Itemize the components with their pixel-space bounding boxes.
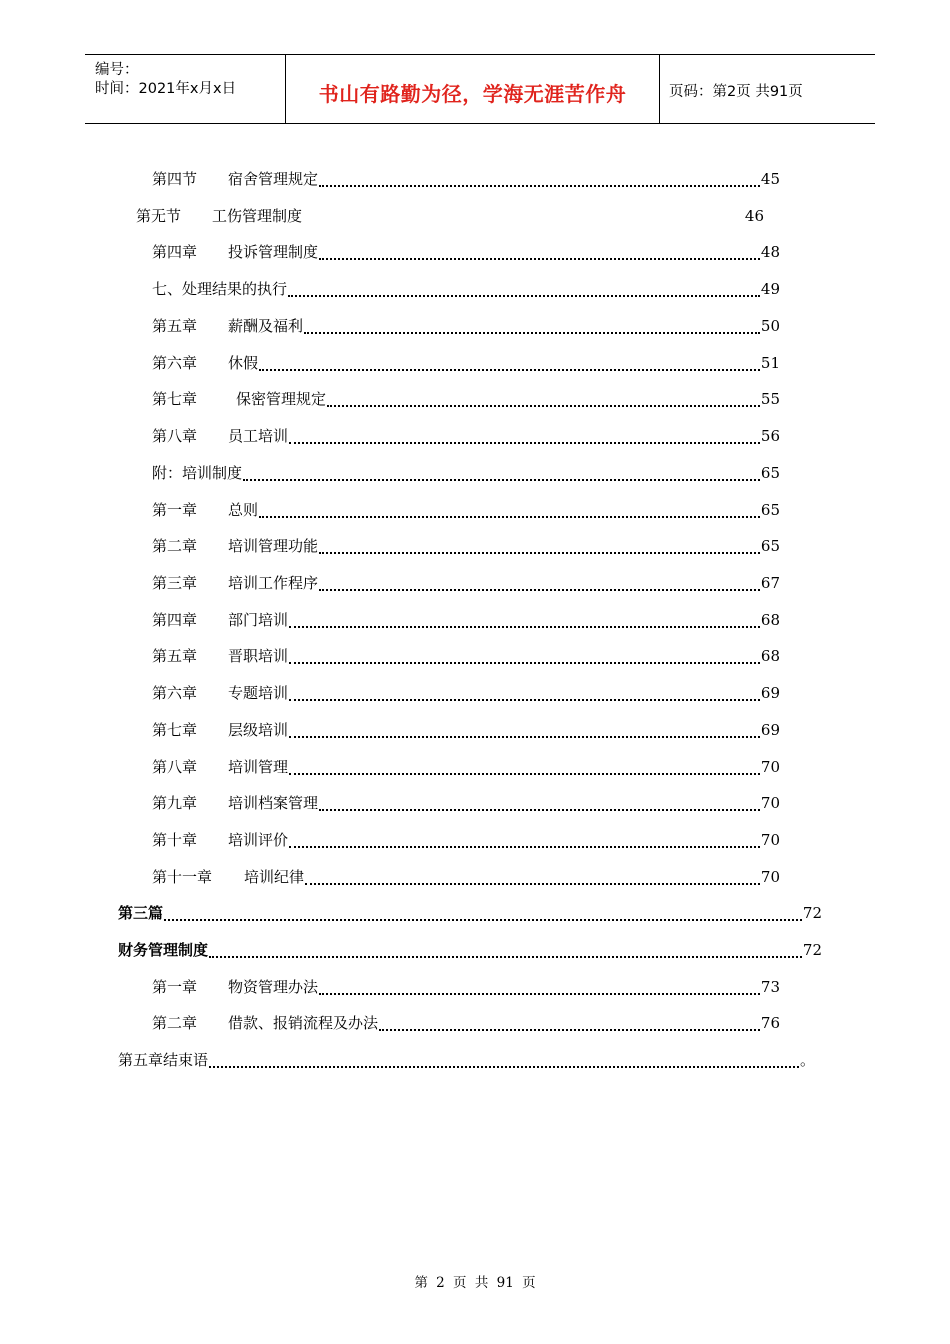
- toc-entry[interactable]: [152, 425, 780, 447]
- toc-entry[interactable]: [152, 866, 780, 888]
- toc-entry-number: 第三章: [152, 574, 198, 592]
- toc-entry-number: 第一章: [152, 501, 198, 519]
- toc-entry-page: 51: [760, 354, 780, 372]
- toc-entry[interactable]: [152, 645, 780, 667]
- toc-entry-title: 培训评价: [228, 831, 289, 849]
- toc-entry-page: 46: [744, 207, 764, 225]
- toc-entry-number: 第四节: [152, 170, 198, 188]
- toc-leader: [209, 938, 802, 958]
- toc-entry-page: 50: [760, 317, 780, 335]
- toc-entry-number: 第七章: [152, 721, 198, 739]
- toc-entry-title: 第三篇: [118, 904, 164, 922]
- toc-entry-number: 第九章: [152, 794, 198, 812]
- toc-leader: [289, 828, 760, 848]
- toc-leader: [259, 498, 760, 518]
- toc-entry-number: 第二章: [152, 537, 198, 555]
- toc-entry-number: 第二章: [152, 1014, 198, 1032]
- toc-entry[interactable]: [152, 682, 780, 704]
- toc-entry-page: 70: [760, 758, 780, 776]
- toc-entry[interactable]: [152, 535, 780, 557]
- toc-leader: [327, 387, 760, 407]
- toc-entry[interactable]: [152, 352, 780, 374]
- toc-entry-title: 部门培训: [228, 611, 289, 629]
- toc-entry-page: 69: [760, 721, 780, 739]
- page-footer: 第 2 页 共 91 页: [414, 1275, 536, 1291]
- toc-entry-title: 财务管理制度: [118, 941, 209, 959]
- toc-entry-page: 56: [760, 427, 780, 445]
- toc-leader: [209, 1048, 799, 1068]
- toc-leader: [164, 901, 802, 921]
- toc-entry-page: 70: [760, 831, 780, 849]
- toc-leader: [289, 755, 760, 775]
- header-page-cell: [660, 55, 875, 123]
- toc-entry-title: 培训管理功能: [228, 537, 319, 555]
- toc-entry-page: 49: [760, 280, 780, 298]
- time-label: 时间：2021年x月x日: [95, 81, 237, 97]
- toc-leader: [319, 975, 760, 995]
- toc-entry-number: 第八章: [152, 427, 198, 445]
- toc-entry-title: 薪酬及福利: [228, 317, 304, 335]
- toc-entry-title: 晋职培训: [228, 647, 289, 665]
- toc-entry-part[interactable]: [118, 902, 822, 924]
- toc-leader: [319, 240, 760, 260]
- toc-entry[interactable]: [152, 278, 780, 300]
- toc-entry-title: 休假: [228, 354, 259, 372]
- toc-entry-title: 培训管理: [228, 758, 289, 776]
- toc-entry[interactable]: [152, 976, 780, 998]
- toc-entry[interactable]: [152, 241, 780, 263]
- toc-entry-page: 65: [760, 537, 780, 555]
- toc-entry-page: 73: [760, 978, 780, 996]
- toc-entry-title: 员工培训: [228, 427, 289, 445]
- toc-leader: [289, 644, 760, 664]
- toc-entry-title: 宿舍管理规定: [228, 170, 319, 188]
- page-info: 页码：第2页 共91页: [669, 84, 803, 100]
- toc-entry-title: 培训工作程序: [228, 574, 319, 592]
- toc-entry[interactable]: [152, 462, 780, 484]
- toc-entry[interactable]: [152, 829, 780, 851]
- header-meta-cell: [85, 55, 286, 123]
- toc-entry-page: 72: [802, 904, 822, 922]
- toc-entry[interactable]: [152, 168, 780, 190]
- toc-entry-title: 投诉管理制度: [228, 243, 319, 261]
- toc-entry-title: 借款、报销流程及办法: [228, 1014, 379, 1032]
- toc-entry[interactable]: [152, 499, 780, 521]
- toc-leader: [289, 681, 760, 701]
- toc-entry-title: 培训纪律: [244, 868, 305, 886]
- toc-entry-title: 七、处理结果的执行: [152, 280, 288, 298]
- toc-entry-title: 层级培训: [228, 721, 289, 739]
- toc-entry-number: 第四章: [152, 611, 198, 629]
- toc-entry-page: 76: [760, 1014, 780, 1032]
- toc-entry-page: 65: [760, 501, 780, 519]
- toc-entry-page: 72: [802, 941, 822, 959]
- document-header: [85, 54, 875, 124]
- toc-entry-number: 第四章: [152, 243, 198, 261]
- toc-entry[interactable]: [152, 1012, 780, 1034]
- toc-leader: [319, 791, 760, 811]
- toc-leader: [288, 277, 760, 297]
- toc-entry[interactable]: [118, 1049, 815, 1071]
- toc-entry-title: 物资管理办法: [228, 978, 319, 996]
- toc-entry-page: 69: [760, 684, 780, 702]
- toc-entry-title: 工伤管理制度: [212, 207, 303, 225]
- toc-leader: [304, 314, 760, 334]
- toc-leader: [289, 424, 760, 444]
- toc-entry-page: 45: [760, 170, 780, 188]
- toc-entry[interactable]: [152, 609, 780, 631]
- toc-entry[interactable]: [152, 719, 780, 741]
- toc-leader: [305, 865, 760, 885]
- toc-entry-title: 附：培训制度: [152, 464, 243, 482]
- toc-entry-page: 68: [760, 647, 780, 665]
- toc-leader: [259, 351, 760, 371]
- toc-leader: [289, 718, 760, 738]
- toc-entry[interactable]: [136, 205, 764, 227]
- toc-entry-page: 48: [760, 243, 780, 261]
- toc-entry-number: 第七章: [152, 390, 198, 408]
- toc-entry[interactable]: [152, 388, 780, 410]
- toc-entry-page: 68: [760, 611, 780, 629]
- toc-leader: [243, 461, 760, 481]
- header-motto-cell: [286, 55, 660, 123]
- toc-entry-title: 培训档案管理: [228, 794, 319, 812]
- toc-entry-number: 第十一章: [152, 868, 213, 886]
- toc-entry-title: 总则: [228, 501, 259, 519]
- toc-entry-page: 70: [760, 794, 780, 812]
- toc-entry-page: 67: [760, 574, 780, 592]
- toc-entry-number: 第六章: [152, 354, 198, 372]
- toc-entry-number: 第六章: [152, 684, 198, 702]
- toc-entry-part[interactable]: [118, 939, 822, 961]
- toc-entry-page: 55: [760, 390, 780, 408]
- toc-entry-number: 第五章: [152, 317, 198, 335]
- toc-entry-number: 第一章: [152, 978, 198, 996]
- toc-entry-page: 70: [760, 868, 780, 886]
- toc-leader: [319, 571, 760, 591]
- toc-leader: [319, 167, 760, 187]
- toc-entry-number: 第五章: [152, 647, 198, 665]
- toc-entry-title: 保密管理规定: [236, 390, 327, 408]
- toc-leader: [319, 534, 760, 554]
- toc-entry-title: 第五章结束语: [118, 1051, 209, 1069]
- serial-number-label: 编号：: [95, 62, 139, 78]
- motto: 书山有路勤为径，学海无涯苦作舟: [318, 82, 627, 106]
- toc-entry-number: 第十章: [152, 831, 198, 849]
- toc-entry[interactable]: [152, 756, 780, 778]
- toc-leader: [379, 1011, 760, 1031]
- toc-entry[interactable]: [152, 572, 780, 594]
- toc-entry[interactable]: [152, 315, 780, 337]
- toc-entry[interactable]: [152, 792, 780, 814]
- toc-entry-number: 第八章: [152, 758, 198, 776]
- toc-entry-page: 。: [799, 1051, 815, 1069]
- toc-entry-page: 65: [760, 464, 780, 482]
- toc-entry-number: 第无节: [136, 207, 182, 225]
- toc-entry-title: 专题培训: [228, 684, 289, 702]
- toc-leader: [289, 608, 760, 628]
